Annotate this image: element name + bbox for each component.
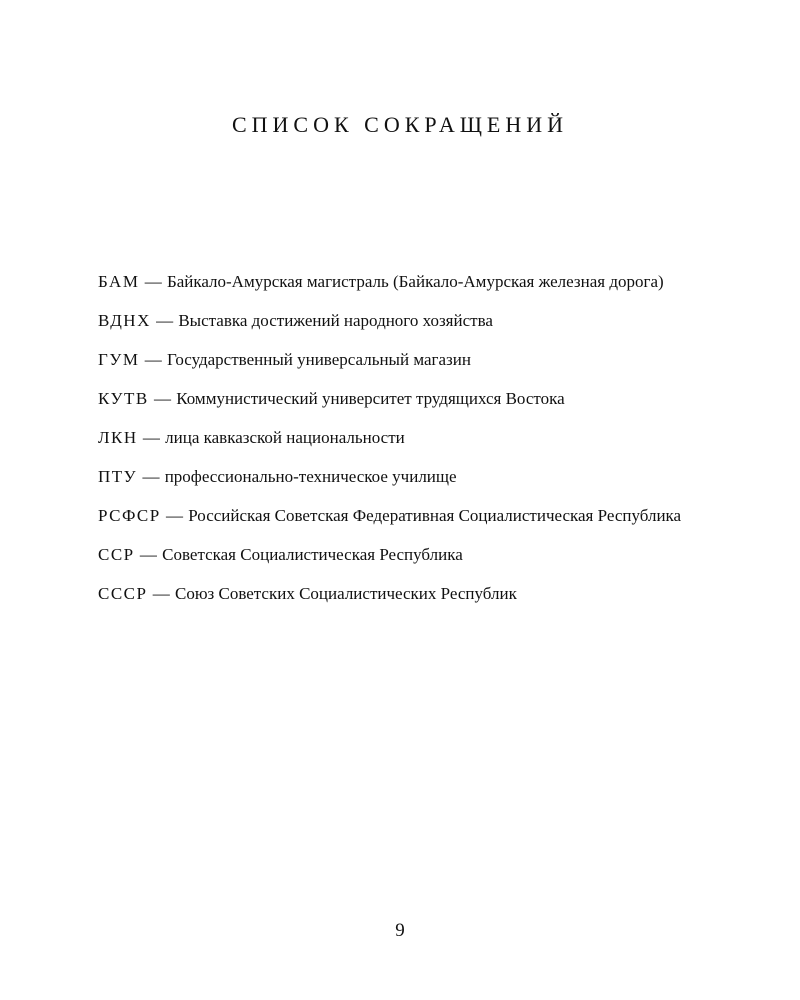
- list-item: [98, 545, 692, 565]
- abbreviation-term: БАМ: [98, 272, 140, 291]
- abbreviation-term: ГУМ: [98, 350, 140, 369]
- list-item: [98, 428, 692, 448]
- abbreviation-term: РСФСР: [98, 506, 161, 525]
- page-title: СПИСОК СОКРАЩЕНИЙ: [231, 112, 569, 137]
- abbreviation-dash: —: [142, 428, 160, 447]
- abbreviation-dash: —: [165, 506, 183, 525]
- abbreviation-term: ПТУ: [98, 467, 138, 486]
- abbreviation-definition: Российская Советская Федеративная Социалистическая Республика: [188, 506, 682, 525]
- page-number: 9: [395, 920, 405, 941]
- list-item: [98, 389, 692, 409]
- abbreviation-definition: Байкало-Амурская магистраль (Байкало-Амурская железная дорога): [166, 272, 664, 291]
- abbreviation-definition: Коммунистический университет трудящихся Востока: [176, 389, 565, 408]
- abbreviation-dash: —: [144, 272, 162, 291]
- list-item: [98, 506, 692, 526]
- abbreviation-term: ССР: [98, 545, 135, 564]
- list-item: [98, 272, 692, 292]
- abbreviation-dash: —: [142, 467, 160, 486]
- abbreviation-term: СССР: [98, 584, 148, 603]
- abbreviation-list: [98, 272, 692, 623]
- abbreviation-definition: Государственный универсальный магазин: [166, 350, 471, 369]
- abbreviation-definition: Союз Советских Социалистических Республик: [174, 584, 517, 603]
- abbreviation-dash: —: [144, 350, 162, 369]
- abbreviation-dash: —: [152, 584, 170, 603]
- abbreviation-dash: —: [154, 389, 172, 408]
- list-item: [98, 467, 692, 487]
- list-item: [98, 584, 692, 604]
- abbreviation-definition: профессионально-техническое училище: [164, 467, 457, 486]
- abbreviation-term: ВДНХ: [98, 311, 151, 330]
- abbreviation-definition: лица кавказской национальности: [165, 428, 405, 447]
- list-item: [98, 350, 692, 370]
- abbreviation-definition: Выставка достижений народного хозяйства: [178, 311, 493, 330]
- abbreviation-dash: —: [139, 545, 157, 564]
- abbreviation-term: КУТВ: [98, 389, 149, 408]
- abbreviation-definition: Советская Социалистическая Республика: [162, 545, 463, 564]
- abbreviation-term: ЛКН: [98, 428, 138, 447]
- abbreviation-dash: —: [156, 311, 174, 330]
- list-item: [98, 311, 692, 331]
